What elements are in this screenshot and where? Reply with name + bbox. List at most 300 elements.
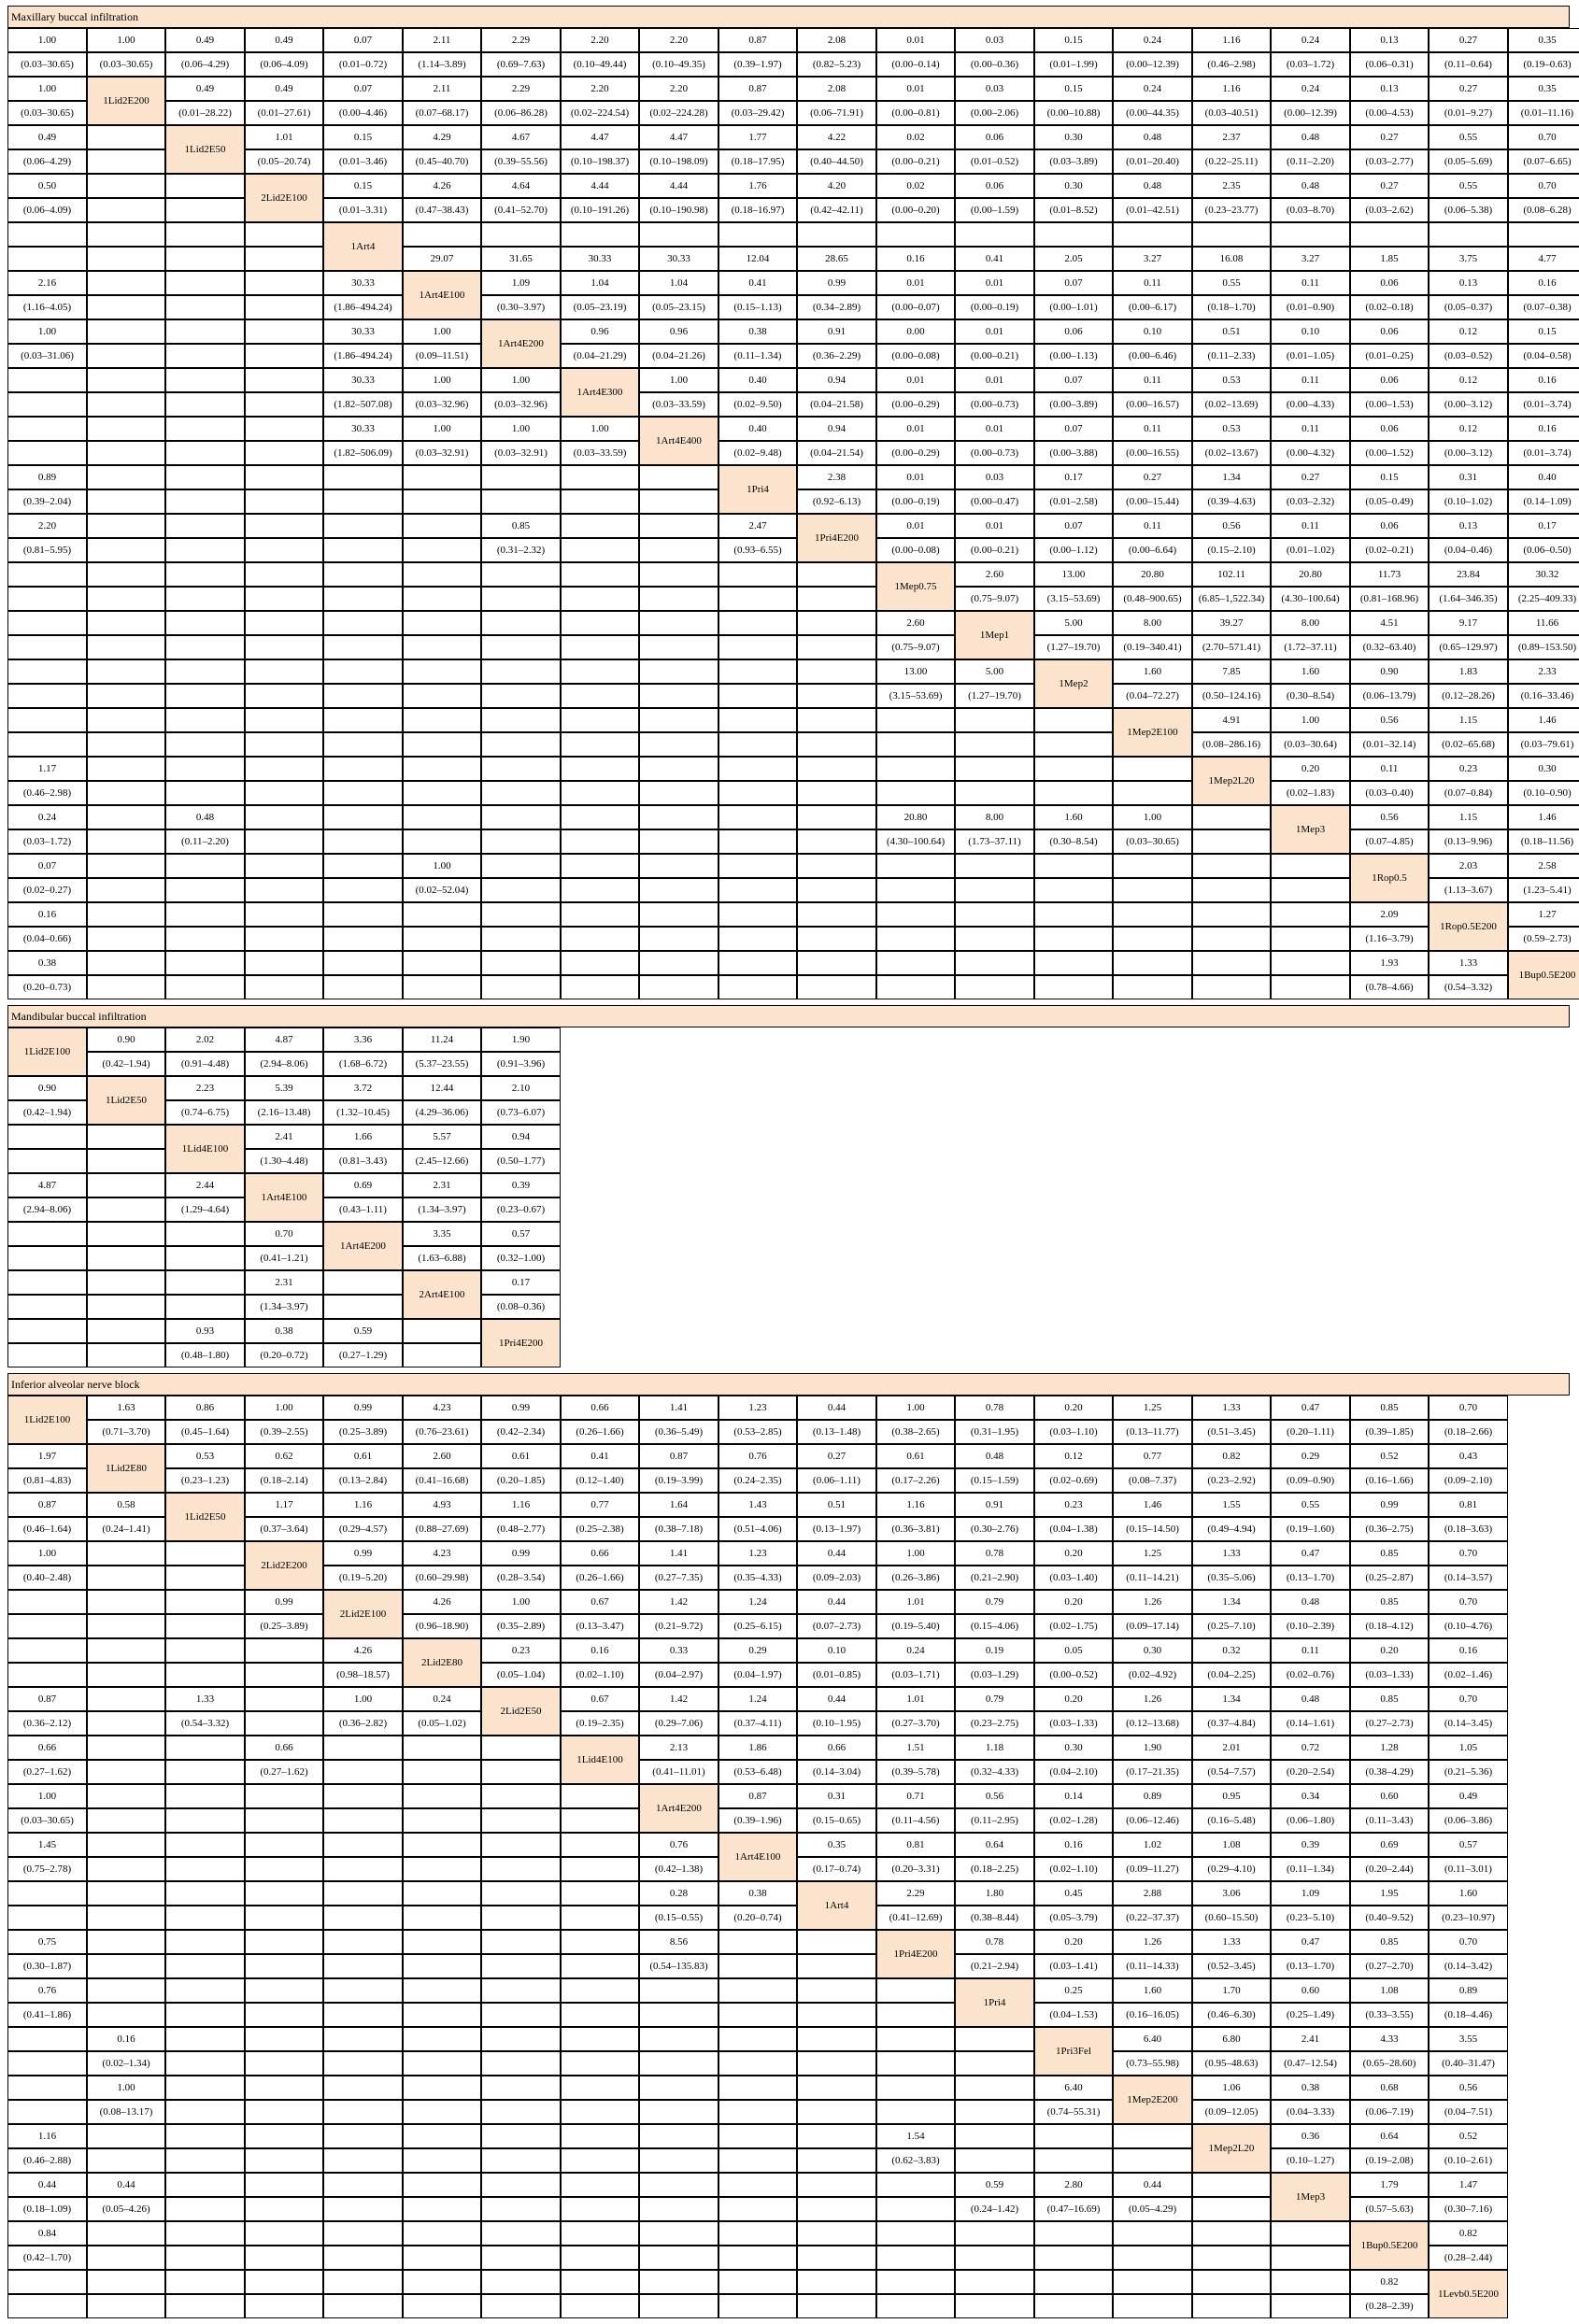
estimate-cell [718,2027,797,2051]
estimate-cell: 0.70 [1429,1590,1508,1614]
estimate-cell [1192,878,1271,902]
estimate-cell [245,902,323,927]
estimate-cell: (0.02–224.28) [639,101,718,125]
estimate-cell [955,708,1034,732]
estimate-cell [797,1930,876,1954]
estimate-cell [87,1295,165,1319]
estimate-cell: (0.19–5.40) [876,1614,955,1638]
estimate-cell: 0.07 [1034,514,1113,538]
estimate-cell [245,2197,323,2221]
estimate-cell: 0.87 [639,1444,718,1468]
estimate-cell [876,2221,955,2246]
estimate-cell: 0.90 [87,1027,165,1052]
estimate-cell: 0.87 [718,77,797,101]
estimate-cell [639,805,718,829]
estimate-cell: 0.53 [1192,368,1271,392]
estimate-cell [87,2294,165,2318]
treatment-label: 1Lid2E200 [87,77,165,125]
estimate-cell [561,2124,639,2148]
estimate-cell [323,635,403,659]
estimate-cell [87,368,165,392]
estimate-cell [639,538,718,562]
estimate-cell: 1.27 [1508,902,1579,927]
estimate-cell: (0.03–30.65) [7,52,87,77]
estimate-cell: 0.27 [1429,28,1508,52]
estimate-cell [245,2003,323,2027]
estimate-cell [323,1270,403,1295]
estimate-cell: (0.23–2.92) [1192,1468,1271,1493]
estimate-cell: 1.00 [403,854,481,878]
estimate-cell [561,878,639,902]
estimate-cell [165,975,245,999]
estimate-cell: (0.40–44.50) [797,149,876,174]
estimate-cell: 1.00 [876,1396,955,1420]
estimate-cell: (0.14–3.04) [797,1760,876,1784]
estimate-cell: (0.39–5.78) [876,1760,955,1784]
estimate-cell: (0.37–4.11) [718,1711,797,1736]
estimate-cell [1429,222,1508,247]
estimate-cell [323,2270,403,2294]
estimate-cell: 0.35 [797,1833,876,1857]
estimate-cell: (0.15–1.13) [718,295,797,319]
estimate-cell: 20.80 [1271,562,1350,587]
estimate-cell: 3.27 [1271,247,1350,271]
estimate-cell [955,2270,1034,2294]
estimate-cell: 0.16 [87,2027,165,2051]
estimate-cell: 0.91 [797,319,876,344]
estimate-cell: 1.83 [1429,659,1508,684]
estimate-cell: 2.03 [1429,854,1508,878]
estimate-cell: 0.24 [1271,28,1350,52]
estimate-cell: 0.01 [876,368,955,392]
estimate-cell [481,489,561,514]
estimate-cell: (0.42–1.70) [7,2246,87,2270]
estimate-cell: (0.23–0.67) [481,1197,561,1222]
estimate-cell: (0.00–16.57) [1113,392,1192,417]
estimate-cell: (0.04–1.38) [1034,1517,1113,1541]
estimate-cell: (0.17–2.26) [876,1468,955,1493]
estimate-cell: 6.40 [1113,2027,1192,2051]
estimate-cell: (0.00–0.19) [955,295,1034,319]
estimate-cell: (0.16–16.05) [1113,2003,1192,2027]
estimate-cell: (0.01–27.61) [245,101,323,125]
estimate-cell [165,174,245,198]
estimate-cell: (0.03–33.59) [639,392,718,417]
estimate-cell [87,781,165,805]
estimate-cell [481,805,561,829]
estimate-cell [87,1173,165,1197]
estimate-cell: (1.34–3.97) [245,1295,323,1319]
estimate-cell [165,319,245,344]
estimate-cell: 1.34 [1192,1687,1271,1711]
estimate-cell: 2.23 [165,1076,245,1100]
estimate-cell: (0.23–5.10) [1271,1906,1350,1930]
estimate-cell [245,2051,323,2076]
estimate-cell: (0.78–4.66) [1350,975,1429,999]
estimate-cell: (0.50–1.77) [481,1149,561,1173]
estimate-cell [403,2246,481,2270]
estimate-cell: (0.20–2.44) [1350,1857,1429,1881]
treatment-label: 2Lid2E100 [323,1590,403,1638]
estimate-cell: 0.78 [955,1930,1034,1954]
estimate-cell: 0.17 [481,1270,561,1295]
estimate-cell [718,854,797,878]
estimate-cell [797,2270,876,2294]
estimate-cell: 0.24 [403,1687,481,1711]
estimate-cell [1271,951,1350,975]
estimate-cell: (0.71–3.70) [87,1420,165,1444]
estimate-cell: (0.16–33.46) [1508,684,1579,708]
estimate-cell: 0.15 [1034,28,1113,52]
estimate-cell: 0.47 [1271,1541,1350,1566]
estimate-cell [245,1881,323,1906]
estimate-cell [403,1833,481,1857]
estimate-cell [245,2294,323,2318]
estimate-cell [639,854,718,878]
estimate-cell [561,1808,639,1833]
estimate-cell: (0.00–0.29) [876,441,955,465]
estimate-cell: (0.17–21.35) [1113,1760,1192,1784]
estimate-cell [797,732,876,757]
estimate-cell: (0.02–4.92) [1113,1663,1192,1687]
estimate-cell: (0.37–3.64) [245,1517,323,1541]
estimate-cell: (0.07–4.85) [1350,829,1429,854]
estimate-cell [1034,2270,1113,2294]
estimate-cell: (0.25–3.89) [245,1614,323,1638]
estimate-cell [245,975,323,999]
estimate-cell [323,684,403,708]
estimate-cell: (0.41–11.01) [639,1760,718,1784]
estimate-cell: (0.43–1.11) [323,1197,403,1222]
estimate-cell: 4.44 [561,174,639,198]
estimate-cell: (0.09–17.14) [1113,1614,1192,1638]
estimate-cell: 1.06 [1192,2076,1271,2100]
estimate-cell [639,2076,718,2100]
estimate-cell: (0.39–55.56) [481,149,561,174]
estimate-cell: (0.04–21.54) [797,441,876,465]
estimate-cell [245,247,323,271]
treatment-label: 1Art4 [323,222,403,271]
estimate-cell [323,927,403,951]
estimate-cell: (0.02–13.67) [1192,441,1271,465]
estimate-cell [481,659,561,684]
estimate-cell: (0.14–3.45) [1429,1711,1508,1736]
estimate-cell: 0.61 [876,1444,955,1468]
estimate-cell: (0.04–21.29) [561,344,639,368]
estimate-cell: (0.08–13.17) [87,2100,165,2124]
treatment-label: 1Pri3Fel [1034,2027,1113,2076]
estimate-cell: (0.53–6.48) [718,1760,797,1784]
estimate-cell [797,975,876,999]
treatment-label: 1Mep0.75 [876,562,955,611]
estimate-cell [797,805,876,829]
estimate-cell: (0.27–2.70) [1350,1954,1429,1978]
estimate-cell: (0.27–1.62) [7,1760,87,1784]
estimate-cell [403,538,481,562]
treatment-label: 1Art4E200 [323,1222,403,1270]
estimate-cell [481,902,561,927]
estimate-cell [323,902,403,927]
estimate-cell [481,1978,561,2003]
estimate-cell [403,2027,481,2051]
estimate-cell [797,587,876,611]
estimate-cell: 0.89 [1113,1784,1192,1808]
estimate-cell: (0.06–4.09) [245,52,323,77]
treatment-label: 1Bup0.5E200 [1350,2221,1429,2270]
estimate-cell [1271,2270,1350,2294]
estimate-cell: 0.01 [955,417,1034,441]
estimate-cell: (1.63–6.88) [403,1246,481,1270]
estimate-cell [718,781,797,805]
estimate-cell [323,1954,403,1978]
estimate-cell: 0.24 [1113,28,1192,52]
estimate-cell [639,902,718,927]
estimate-cell [87,1760,165,1784]
estimate-cell [323,1881,403,1906]
estimate-cell [7,2270,87,2294]
estimate-cell: 1.16 [876,1493,955,1517]
treatment-label: 1Pri4 [955,1978,1034,2027]
estimate-cell: 13.00 [876,659,955,684]
estimate-cell [7,368,87,392]
estimate-cell: (0.05–1.04) [481,1663,561,1687]
estimate-cell [876,222,955,247]
estimate-cell: (0.52–3.45) [1192,1954,1271,1978]
estimate-cell: (0.25–2.87) [1350,1566,1429,1590]
estimate-cell: (0.35–4.33) [718,1566,797,1590]
estimate-cell [403,2003,481,2027]
estimate-cell [165,635,245,659]
estimate-cell [481,2173,561,2197]
estimate-cell: 0.56 [1350,708,1429,732]
estimate-cell: (0.03–40.51) [1192,101,1271,125]
estimate-cell [718,2076,797,2100]
estimate-cell: (0.10–0.90) [1508,781,1579,805]
estimate-cell [7,1125,87,1149]
estimate-cell: (0.02–0.76) [1271,1663,1350,1687]
estimate-cell: 0.16 [1508,417,1579,441]
estimate-cell [245,757,323,781]
estimate-cell [403,927,481,951]
estimate-cell: 1.60 [1271,659,1350,684]
estimate-cell: (0.60–15.50) [1192,1906,1271,1930]
estimate-cell [876,902,955,927]
estimate-cell [955,2148,1034,2173]
estimate-cell [323,538,403,562]
estimate-cell [718,1954,797,1978]
estimate-cell: (0.11–3.43) [1350,1808,1429,1833]
estimate-cell: 1.86 [718,1736,797,1760]
estimate-cell [481,2076,561,2100]
estimate-cell [403,2076,481,2100]
estimate-cell: (0.00–0.47) [955,489,1034,514]
estimate-cell: (0.21–2.94) [955,1954,1034,1978]
estimate-cell [797,2100,876,2124]
estimate-cell: 30.33 [561,247,639,271]
estimate-cell [7,659,87,684]
estimate-cell: 2.41 [245,1125,323,1149]
estimate-cell [955,854,1034,878]
estimate-cell: 0.70 [1429,1541,1508,1566]
estimate-cell: (0.07–0.38) [1508,295,1579,319]
estimate-cell: 0.16 [1508,368,1579,392]
estimate-cell: 0.79 [955,1687,1034,1711]
estimate-cell: 0.91 [955,1493,1034,1517]
estimate-cell [561,854,639,878]
estimate-cell: (0.02–0.18) [1350,295,1429,319]
estimate-cell: (0.37–4.84) [1192,1711,1271,1736]
estimate-cell [165,1954,245,1978]
estimate-cell: (0.00–0.81) [876,101,955,125]
estimate-cell [481,1833,561,1857]
estimate-cell: 0.67 [561,1590,639,1614]
estimate-cell [165,1614,245,1638]
estimate-cell: (0.30–7.16) [1429,2197,1508,2221]
estimate-cell: (0.19–1.60) [1271,1517,1350,1541]
treatment-label: 1Mep2 [1034,659,1113,708]
estimate-cell: (0.13–11.77) [1113,1420,1192,1444]
estimate-cell: 30.32 [1508,562,1579,587]
estimate-cell [323,975,403,999]
estimate-cell: (0.46–6.30) [1192,2003,1271,2027]
estimate-cell [639,951,718,975]
estimate-cell: (0.08–7.37) [1113,1468,1192,1493]
estimate-cell [7,392,87,417]
estimate-cell: 0.94 [797,368,876,392]
estimate-cell: 2.60 [876,611,955,635]
estimate-cell: 0.57 [1429,1833,1508,1857]
estimate-cell: 4.67 [481,125,561,149]
estimate-cell [165,659,245,684]
estimate-cell: (0.47–12.54) [1271,2051,1350,2076]
estimate-cell [165,392,245,417]
estimate-cell [323,951,403,975]
estimate-cell [1034,951,1113,975]
estimate-cell: 1.00 [7,77,87,101]
estimate-cell: 1.70 [1192,1978,1271,2003]
estimate-cell: 1.55 [1192,1493,1271,1517]
treatment-label: 1Lid2E50 [165,1493,245,1541]
estimate-cell: 1.43 [718,1493,797,1517]
estimate-cell: (0.06–4.29) [165,52,245,77]
estimate-cell: 0.11 [1113,368,1192,392]
estimate-cell: 0.15 [1508,319,1579,344]
estimate-cell: (0.03–2.77) [1350,149,1429,174]
estimate-cell [7,417,87,441]
estimate-cell: (0.32–4.33) [955,1760,1034,1784]
estimate-cell: 1.66 [323,1125,403,1149]
estimate-cell: 0.32 [1192,1638,1271,1663]
estimate-cell: (0.39–4.63) [1192,489,1271,514]
estimate-cell [1192,222,1271,247]
estimate-cell: 2.20 [7,514,87,538]
estimate-cell [165,1222,245,1246]
estimate-cell: (0.25–2.38) [561,1517,639,1541]
estimate-cell [323,854,403,878]
estimate-cell [165,587,245,611]
estimate-cell [718,1978,797,2003]
estimate-cell: 2.16 [7,271,87,295]
estimate-cell [1192,2294,1271,2318]
estimate-cell: 1.00 [87,28,165,52]
estimate-cell [165,2148,245,2173]
estimate-cell: (0.98–18.57) [323,1663,403,1687]
estimate-cell: (6.85–1,522.34) [1192,587,1271,611]
estimate-cell: 1.16 [323,1493,403,1517]
estimate-cell: 0.36 [1271,2124,1350,2148]
estimate-cell: 0.07 [7,854,87,878]
estimate-cell [718,659,797,684]
estimate-cell [797,951,876,975]
estimate-cell [165,489,245,514]
estimate-cell: (0.09–0.90) [1271,1468,1350,1493]
estimate-cell: 0.06 [955,125,1034,149]
estimate-cell: (0.03–1.10) [1034,1420,1113,1444]
estimate-cell: 0.66 [245,1736,323,1760]
estimate-cell [718,975,797,999]
estimate-cell [481,2051,561,2076]
estimate-cell [87,975,165,999]
estimate-cell: (0.74–6.75) [165,1100,245,1125]
estimate-cell: (0.24–2.35) [718,1468,797,1493]
estimate-cell [165,247,245,271]
estimate-cell [87,514,165,538]
estimate-cell: 4.47 [561,125,639,149]
estimate-cell: 4.51 [1350,611,1429,635]
estimate-cell [87,441,165,465]
estimate-cell [87,1566,165,1590]
estimate-cell [639,878,718,902]
estimate-cell: (0.01–3.74) [1508,441,1579,465]
treatment-label: 1Lid2E50 [165,125,245,174]
estimate-cell [1034,878,1113,902]
estimate-cell: 0.87 [7,1687,87,1711]
estimate-cell [165,1736,245,1760]
estimate-cell: (0.01–8.52) [1034,198,1113,222]
estimate-cell: 0.96 [561,319,639,344]
estimate-cell: 0.25 [1034,1978,1113,2003]
estimate-cell: (0.02–1.10) [1034,1857,1113,1881]
estimate-cell: (0.38–7.18) [639,1517,718,1541]
estimate-cell: (0.65–28.60) [1350,2051,1429,2076]
estimate-cell: (0.00–3.88) [1034,441,1113,465]
estimate-cell: (1.27–19.70) [1034,635,1113,659]
estimate-cell: (1.30–4.48) [245,1149,323,1173]
estimate-cell: (0.01–20.40) [1113,149,1192,174]
estimate-cell: 0.30 [1034,1736,1113,1760]
estimate-cell [481,2027,561,2051]
estimate-cell: 0.52 [1429,2124,1508,2148]
estimate-cell [481,829,561,854]
estimate-cell: (0.00–0.14) [876,52,955,77]
estimate-cell [323,878,403,902]
estimate-cell: (0.09–2.03) [797,1566,876,1590]
estimate-cell: (0.02–1.75) [1034,1614,1113,1638]
estimate-cell [797,635,876,659]
estimate-cell: (0.00–0.21) [876,149,955,174]
estimate-cell: (0.02–0.69) [1034,1468,1113,1493]
estimate-cell: (1.82–506.09) [323,441,403,465]
estimate-cell [561,2246,639,2270]
estimate-cell: 0.84 [7,2221,87,2246]
estimate-cell: (0.20–0.73) [7,975,87,999]
estimate-cell [87,1711,165,1736]
estimate-cell [955,2124,1034,2148]
estimate-cell [1034,2124,1113,2148]
estimate-cell [1034,927,1113,951]
estimate-cell: 0.44 [7,2173,87,2197]
estimate-cell: 0.75 [7,1930,87,1954]
